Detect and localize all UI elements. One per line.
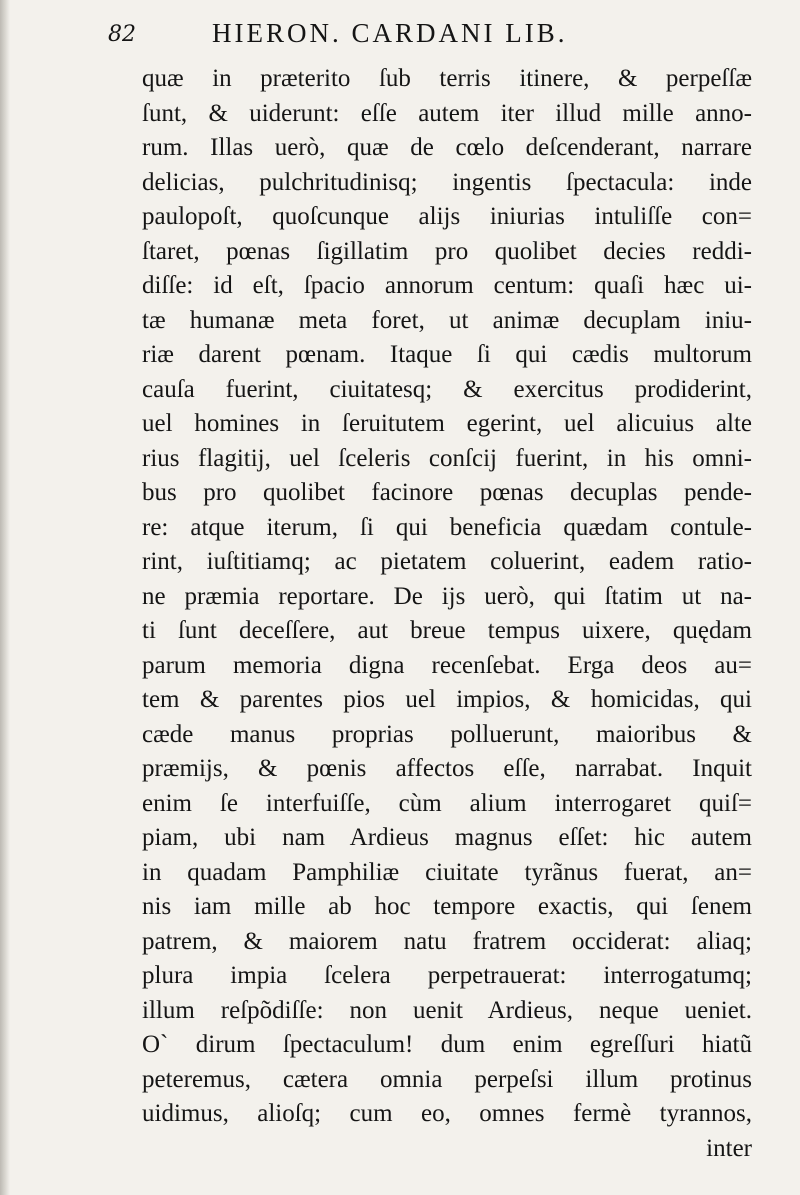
text-line: bus pro quolibet facinore pœnas decuplas pende- [142,479,752,506]
text-line: tæ humanæ meta foret, ut animæ decuplam iniu- [142,306,752,334]
text-line: nis iam mille ab hoc tempore exactis, qui ſenem [142,893,752,920]
text-line: piam, ubi nam Ardieus magnus eſſet: hic autem [142,824,752,851]
text-line: præmijs, & pœnis affectos eſſe, narrabat. Inquit [142,755,752,782]
text-line: rint, iuſtitiamq; ac pietatem coluerint, eadem ratio- [142,548,752,575]
text-line: O` dirum ſpectaculum! dum enim egreſſuri hiatũ [142,1031,752,1058]
page-number: 82 [108,22,136,47]
catchword: inter [706,1134,752,1162]
text-line: patrem, & maiorem natu fratrem occiderat: aliaq; [142,927,752,955]
text-line: uidimus, alioſq; cum eo, omnes fermè tyrannos, [142,1100,752,1127]
text-line: parum memoria digna recenſebat. Erga deos au= [142,651,752,679]
text-line: diſſe: id eſt, ſpacio annorum centum: quaſi hæc ui- [142,272,752,299]
body-text [142,62,752,1166]
text-line: rius flagitij, uel ſceleris conſcij fuerint, in his omni- [142,444,752,472]
page-header [96,18,776,58]
text-line: illum reſpõdiſſe: non uenit Ardieus, neque ueniet. [142,996,752,1024]
text-line: enim ſe interfuiſſe, cùm alium interrogaret quiſ= [142,789,752,817]
text-line: ti ſunt deceſſere, aut breue tempus uixere, quędam [142,617,752,644]
text-line: ſtaret, pœnas ſigillatim pro quolibet decies reddi- [142,237,752,265]
text-line: cæde manus proprias polluerunt, maioribus & [142,720,752,748]
text-line: riæ darent pœnam. Itaque ſi qui cædis multorum [142,341,752,368]
text-line: peteremus, cætera omnia perpeſsi illum protinus [142,1065,752,1093]
text-line: uel homines in ſeruitutem egerint, uel alicuius alte [142,410,752,437]
text-line: plura impia ſcelera perpetrauerat: interrogatumq; [142,962,752,989]
text-line: tem & parentes pios uel impios, & homicidas, qui [142,686,752,713]
text-line: quæ in præterito ſub terris itinere, & perpeſſæ [142,65,752,92]
running-head: HIERON. CARDANI LIB. [212,18,568,48]
text-line: re: atque iterum, ſi qui beneficia quædam contule- [142,513,752,541]
text-line: ne præmia reportare. De ijs uerò, qui ſtatim ut na- [142,582,752,610]
text-line: cauſa fuerint, ciuitatesq; & exercitus prodiderint, [142,375,752,403]
text-line: paulopoſt, quoſcunque alijs iniurias intuliſſe con= [142,203,752,230]
text-line: in quadam Pamphiliæ ciuitate tyrãnus fuerat, an= [142,858,752,886]
text-line: delicias, pulchritudinisq; ingentis ſpectacula: inde [142,168,752,196]
text-line: rum. Illas uerò, quæ de cœlo deſcenderant, narrare [142,134,752,161]
text-line: ſunt, & uiderunt: eſſe autem iter illud mille anno- [142,99,752,127]
